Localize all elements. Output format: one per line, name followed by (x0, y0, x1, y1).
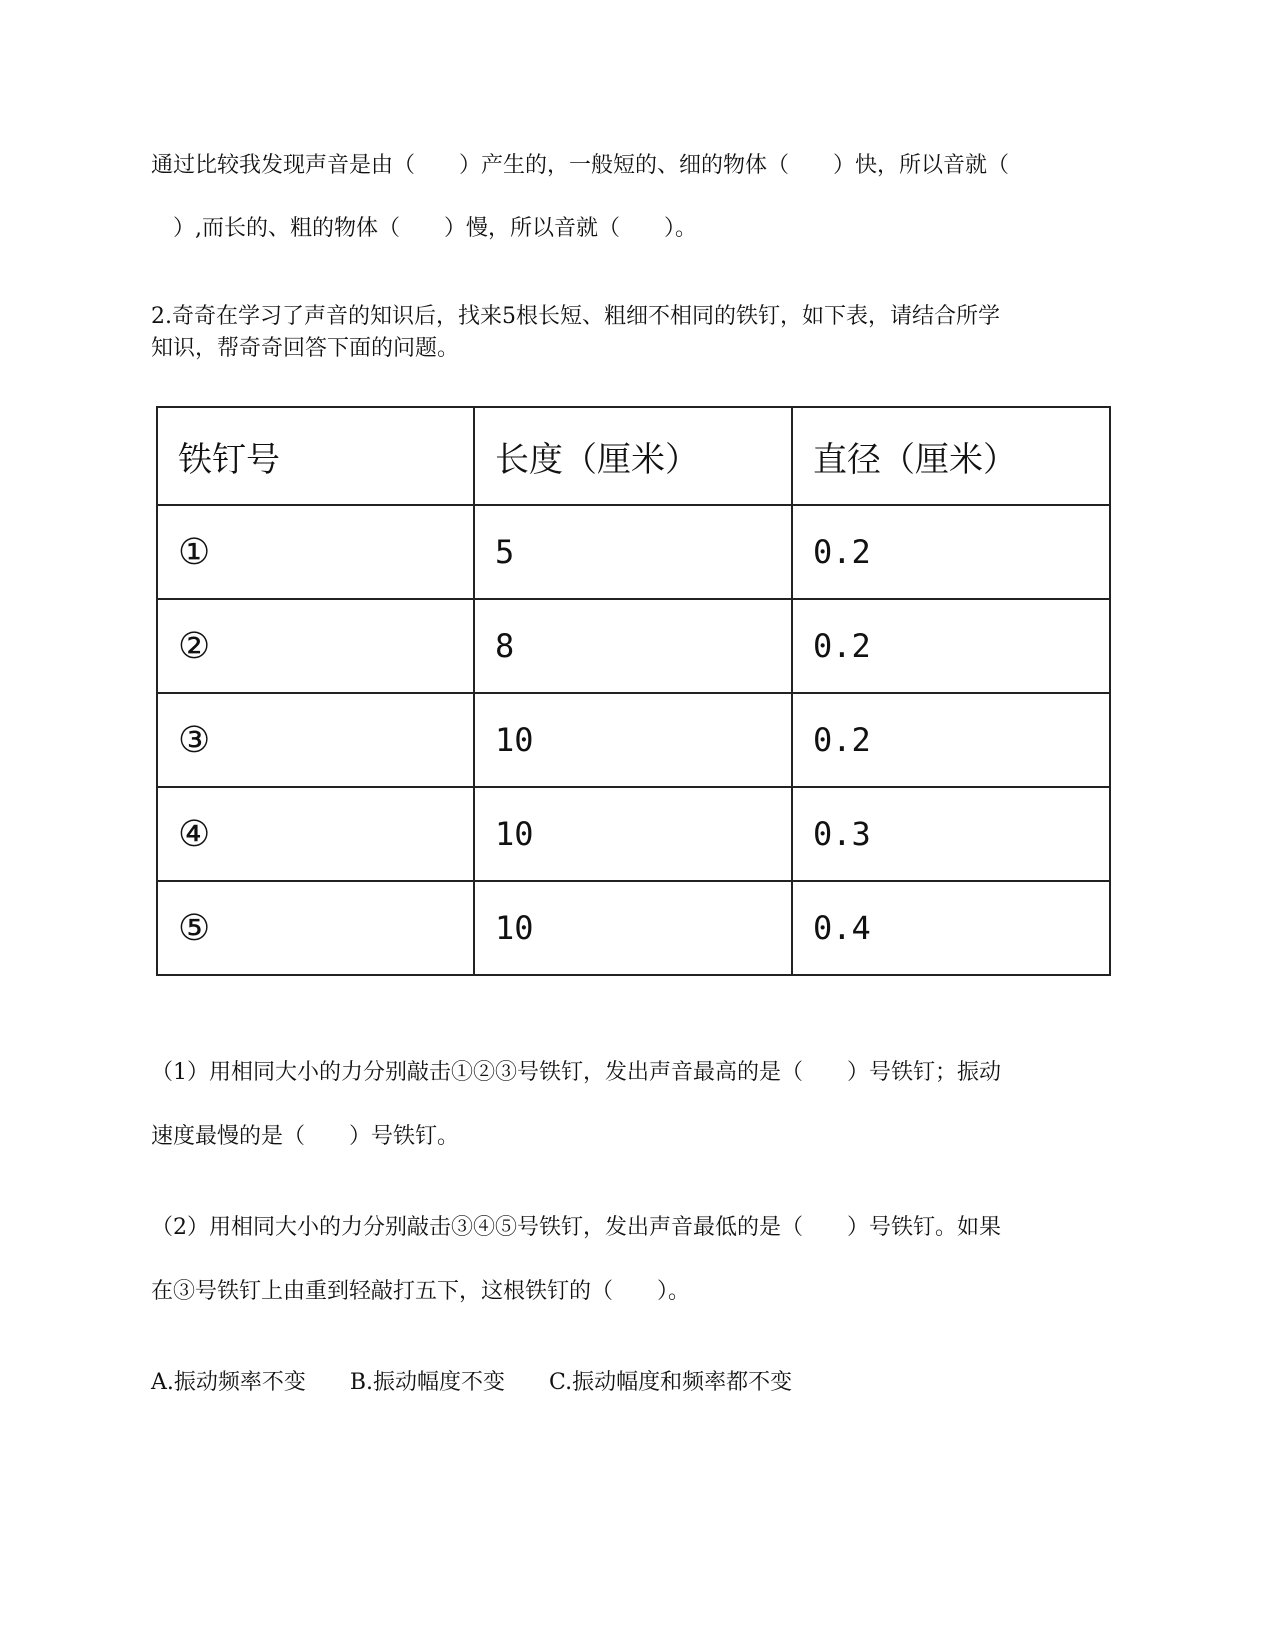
length-cell: 5 (474, 505, 792, 599)
sub-question-1-line-2: 速度最慢的是（ ）号铁钉。 (151, 1124, 460, 1149)
length-cell: 10 (474, 693, 792, 787)
table-header-row (157, 407, 1110, 505)
nail-number-cell: ① (157, 505, 474, 599)
length-cell: 8 (474, 599, 792, 693)
nail-number-cell: ④ (157, 787, 474, 881)
nail-table (156, 406, 1111, 976)
question-2-intro-line-2: 知识，帮奇奇回答下面的问题。 (151, 336, 460, 361)
question-1-line-1: 通过比较我发现声音是由（ ）产生的，一般短的、细的物体（ ）快，所以音就（ (151, 153, 1010, 178)
answer-options: A.振动频率不变 B.振动幅度不变 C.振动幅度和频率都不变 (151, 1370, 793, 1395)
header-diameter: 直径（厘米） (792, 407, 1110, 505)
table-row (157, 599, 1110, 693)
nail-number-cell: ⑤ (157, 881, 474, 975)
nail-number-cell: ③ (157, 693, 474, 787)
sub-question-1-line-1: （1）用相同大小的力分别敲击①②③号铁钉，发出声音最高的是（ ）号铁钉；振动 (151, 1060, 1001, 1085)
length-cell: 10 (474, 881, 792, 975)
diameter-cell: 0.4 (792, 881, 1110, 975)
sub-question-2-line-1: （2）用相同大小的力分别敲击③④⑤号铁钉，发出声音最低的是（ ）号铁钉。如果 (151, 1215, 1001, 1240)
table-row (157, 787, 1110, 881)
table-row (157, 505, 1110, 599)
nail-number-cell: ② (157, 599, 474, 693)
diameter-cell: 0.2 (792, 599, 1110, 693)
sub-question-2-line-2: 在③号铁钉上由重到轻敲打五下，这根铁钉的（ ）。 (151, 1279, 691, 1304)
header-nail-number: 铁钉号 (157, 407, 474, 505)
header-length: 长度（厘米） (474, 407, 792, 505)
question-1-line-2: ）,而长的、粗的物体（ ）慢，所以音就（ ）。 (151, 216, 697, 241)
table-row (157, 693, 1110, 787)
diameter-cell: 0.3 (792, 787, 1110, 881)
diameter-cell: 0.2 (792, 505, 1110, 599)
length-cell: 10 (474, 787, 792, 881)
question-2-intro-line-1: 2.奇奇在学习了声音的知识后，找来5根长短、粗细不相同的铁钉，如下表，请结合所学 (151, 304, 1000, 329)
table-row (157, 881, 1110, 975)
diameter-cell: 0.2 (792, 693, 1110, 787)
